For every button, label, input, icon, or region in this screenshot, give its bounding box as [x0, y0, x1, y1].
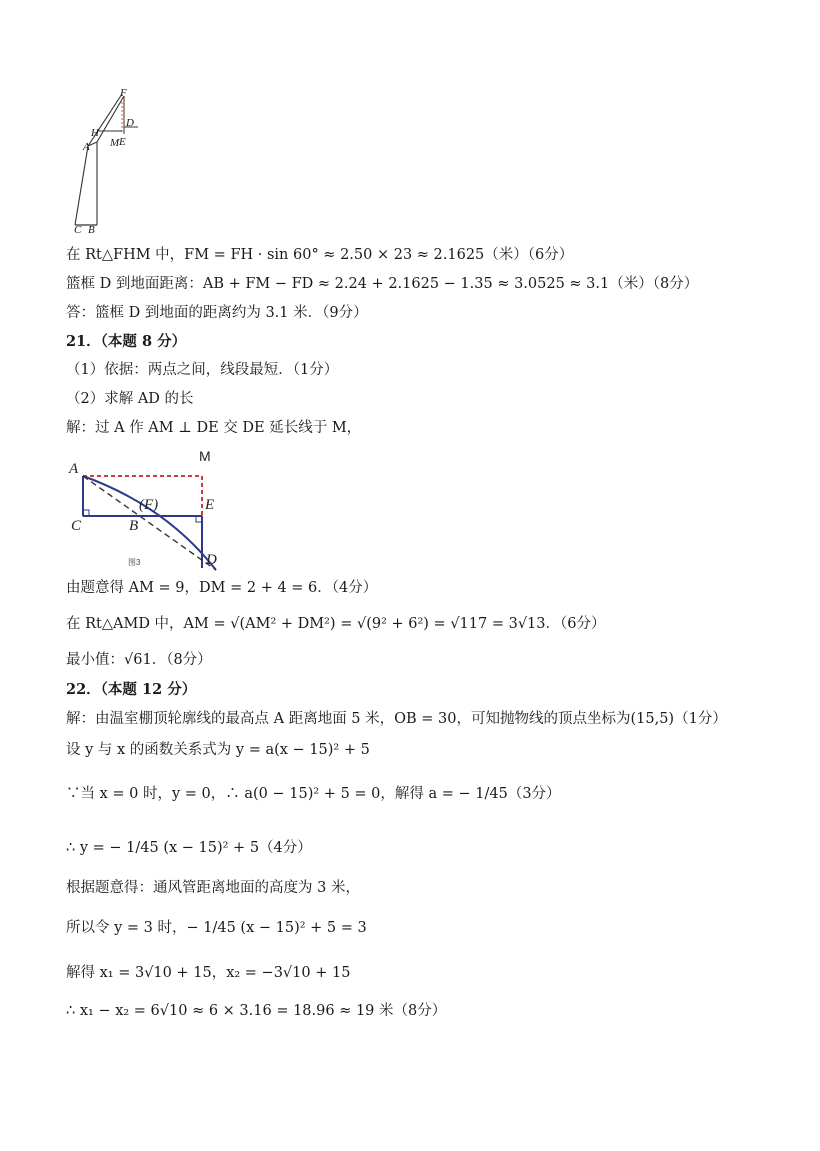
label-E: E: [205, 497, 215, 513]
label-M: M: [199, 448, 211, 464]
label-F: (F): [139, 497, 159, 513]
text-line: ∴ x₁ − x₂ = 6√10 ≈ 6 × 3.16 = 18.96 ≈ 19 米（8分）: [66, 1003, 447, 1019]
label-C: C: [71, 518, 82, 534]
figure-3: [66, 446, 236, 574]
label-H: H: [91, 127, 99, 139]
text-line: （2）求解 AD 的长: [66, 391, 194, 407]
text-line: 最小值：√61．（8分）: [66, 652, 212, 668]
label-D: D: [126, 117, 134, 129]
figure-basketball-stand: [70, 86, 150, 236]
text-line: ∴ y = − 1/45 (x − 15)² + 5（4分）: [66, 840, 312, 856]
text-line: 根据题意得：通风管距离地面的高度为 3 米，: [66, 880, 360, 896]
label-F: F: [120, 87, 127, 99]
label-E: E: [119, 136, 126, 148]
label-B: B: [129, 518, 139, 534]
text-line: ∵当 x = 0 时，y = 0，∴ a(0 − 15)² + 5 = 0，解得 a = − 1/45（3分）: [66, 786, 561, 802]
text-line: （1）依据：两点之间，线段最短．（1分）: [66, 362, 339, 378]
label-B: B: [88, 224, 95, 236]
text-line: 篮框 D 到地面距离：AB + FM − FD ≈ 2.24 + 2.1625 − 1.35 ≈ 3.0525 ≈ 3.1（米）（8分）: [66, 276, 699, 292]
figure-caption: 图3: [128, 558, 141, 567]
label-D: D: [206, 552, 217, 568]
text-line: 解得 x₁ = 3√10 + 15，x₂ = −3√10 + 15: [66, 965, 351, 981]
label-A: A: [69, 461, 79, 477]
question-heading-21: 21．（本题 8 分）: [66, 333, 187, 350]
text-line: 由题意得 AM = 9，DM = 2 + 4 = 6．（4分）: [66, 580, 378, 596]
text-line: 所以令 y = 3 时，− 1/45 (x − 15)² + 5 = 3: [66, 920, 367, 936]
text-line: 在 Rt△AMD 中，AM = √(AM² + DM²) = √(9² + 6²) = √117 = 3√13．（6分）: [66, 616, 606, 632]
text-line: 解：过 A 作 AM ⊥ DE 交 DE 延长线于 M，: [66, 420, 362, 436]
label-M: M: [110, 137, 120, 149]
label-A: A: [83, 141, 90, 153]
text-line: 解：由温室棚顶轮廓线的最高点 A 距离地面 5 米，OB = 30，可知抛物线的顶点坐标为(15,5)（1分）: [66, 711, 727, 727]
question-heading-22: 22．（本题 12 分）: [66, 681, 197, 698]
label-C: C: [74, 224, 82, 236]
text-line: 答：篮框 D 到地面的距离约为 3.1 米．（9分）: [66, 305, 368, 321]
text-line: 设 y 与 x 的函数关系式为 y = a(x − 15)² + 5: [66, 742, 370, 758]
text-line: 在 Rt△FHM 中，FM = FH · sin 60° ≈ 2.50 × 23 ≈ 2.1625（米）（6分）: [66, 247, 574, 263]
